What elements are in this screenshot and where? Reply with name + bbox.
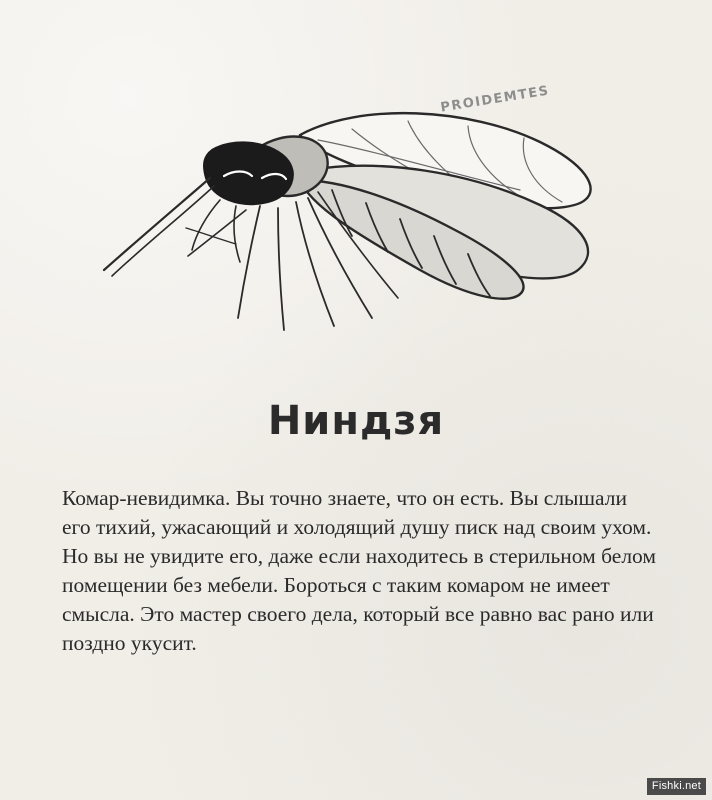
mosquito-illustration bbox=[0, 30, 712, 400]
page-title: Ниндзя bbox=[267, 398, 445, 444]
mosquito-illustration-svg bbox=[0, 30, 712, 400]
body-paragraph: Комар-невидимка. Вы точно знаете, что он есть. Вы слышали его тихий, ужасающий и холодящий душу писк над своим ухом. Но вы не увидите его, даже если находитесь в стерильном белом помещении без мебели. Бороться с таким комаром не имеет смысла. Это мастер своего дела, который все равно вас рано или поздно укусит. bbox=[62, 486, 656, 655]
watermark-badge: Fishki.net bbox=[647, 778, 706, 795]
artist-signature: PROIDEMTES bbox=[439, 83, 551, 116]
